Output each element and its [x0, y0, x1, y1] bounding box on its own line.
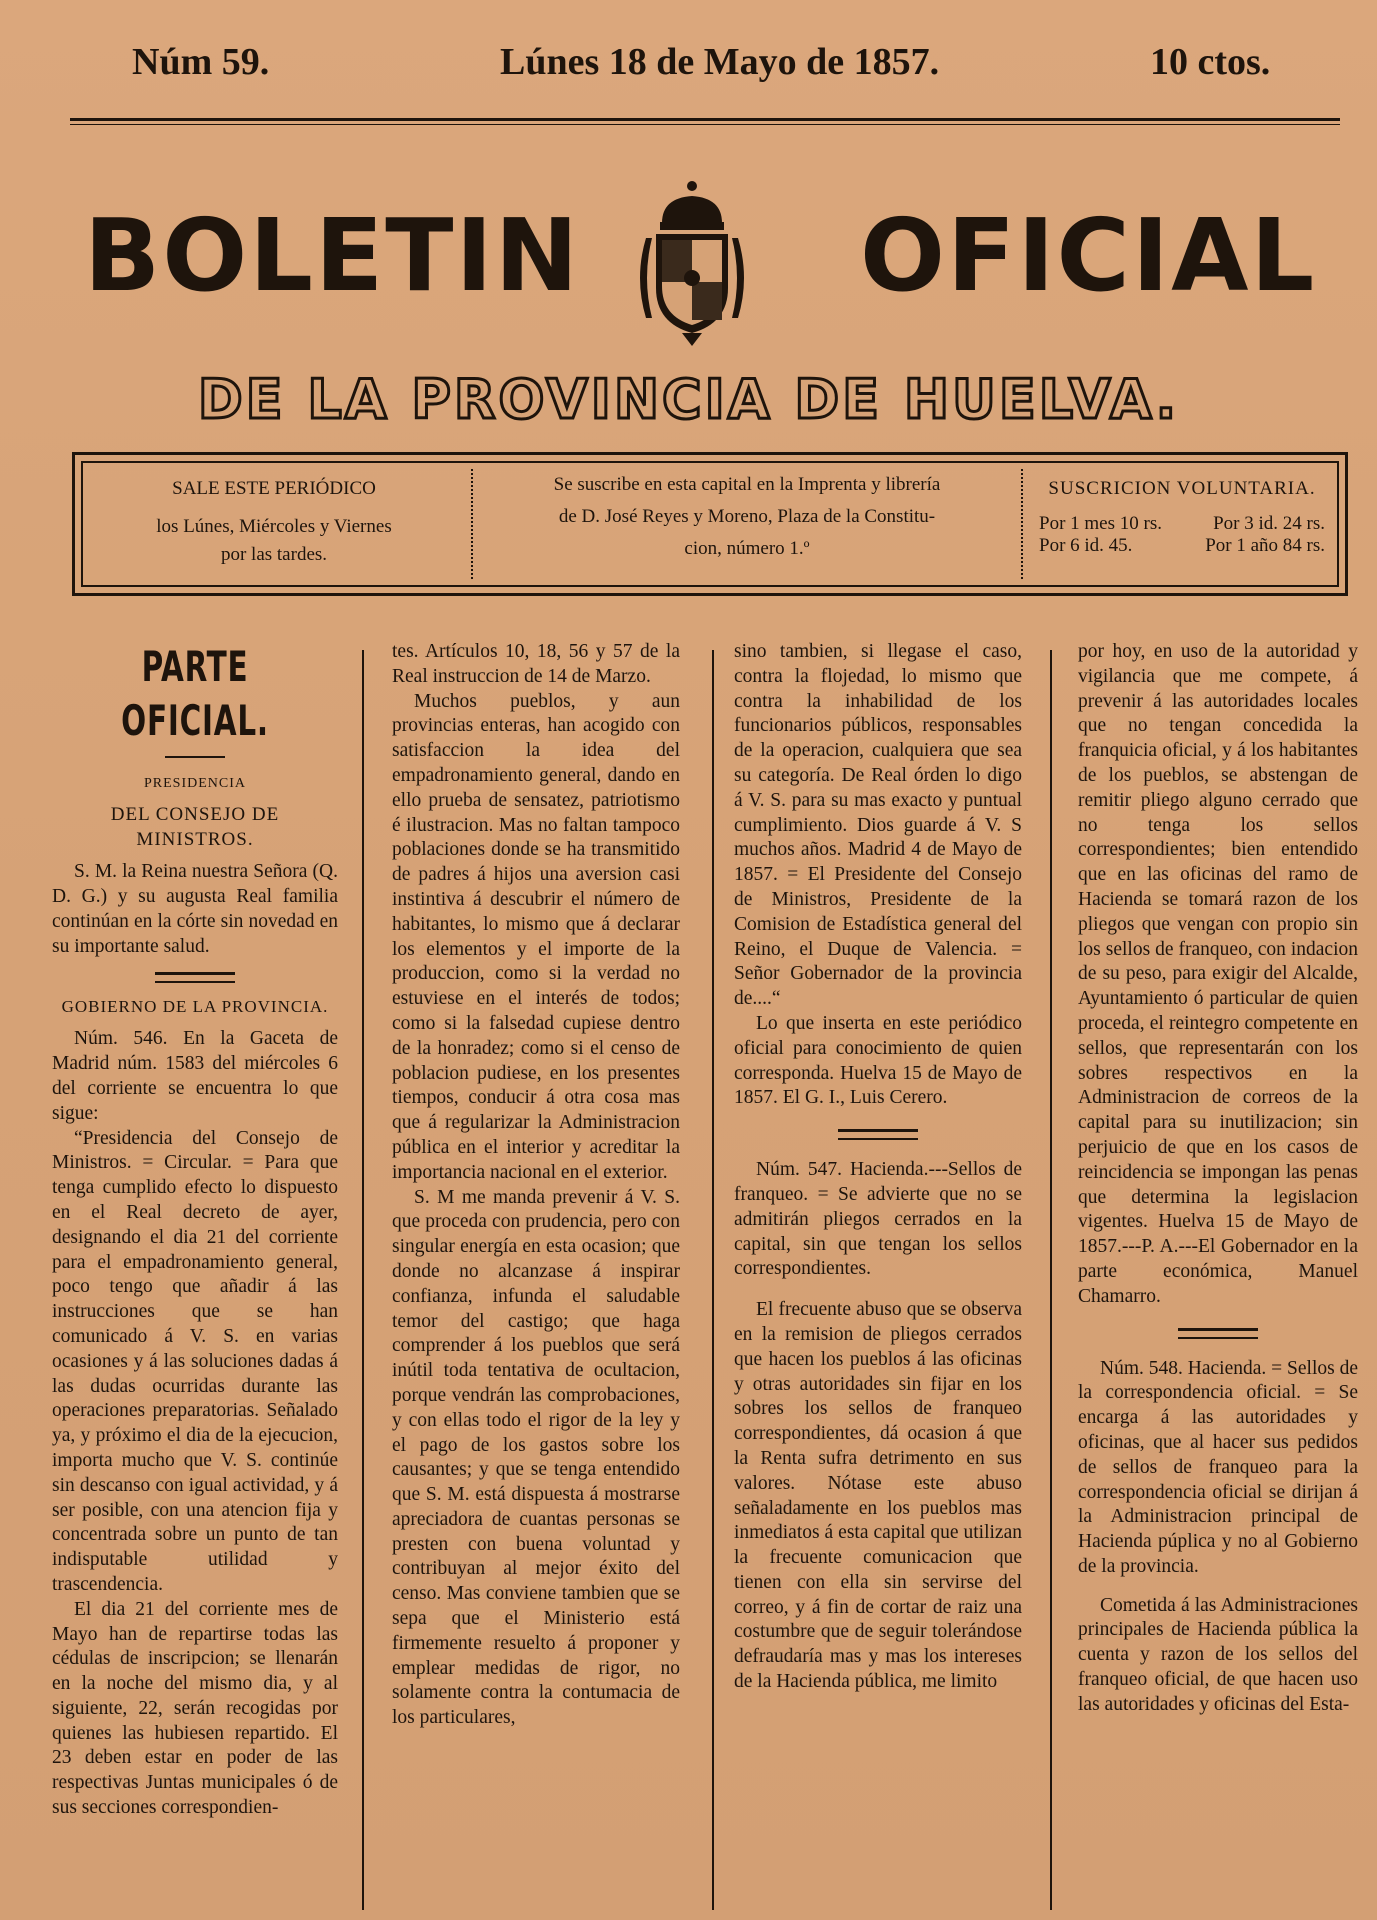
price-info [1027, 461, 1337, 587]
title-right: OFICIAL [860, 197, 1317, 314]
subscription-line-1: Se suscribe en esta capital en la Imprenta y librería [553, 474, 941, 495]
paragraph: por hoy, en uso de la autoridad y vigilancia que me compete, á prevenir á las autoridades locales que no tengan concedida la franquicia oficial, y á los habitantes de los pueblos, se abstengan de remitir pliego alguno cerrado que no tenga los sellos correspondientes; bien entendido que en las oficinas del ramo de Hacienda se tomará razon de los pliegos que vengan con propio sin los sellos de franqueo, con indacion de su peso, para exigir del Alcalde, Ayuntamiento ó particular de quien proceda, el reintegro competente en sellos, que representarán con los sobres respectivos en la Administracion de correos de la capital para su inutilizacion; sin perjuicio de que en los casos de reincidencia se impongan las penas que determina la legislacion vigentes. Huelva 15 de Mayo de 1857.---P. A.---El Gobernador en la parte económica, Manuel Chamarro. [1078, 641, 1358, 1307]
paragraph: sino tambien, si llegase el caso, contra la flojedad, lo mismo que contra la inhabilidad de los funcionarios públicos, responsables de la operacion, cualquiera que sea su categoría. De Real órden lo digo á V. S. para su mas exacto y puntual cumplimiento. Dios guarde á V. S muchos años. Madrid 4 de Mayo de 1857. = El Presidente del Consejo de Ministros, Presidente de la Comision de Estadística general del Reino, el Duque de Valencia. = Señor Gobernador de la provincia de....“ [734, 641, 1022, 1010]
paragraph: “Presidencia del Consejo de Ministros. = Circular. = Para que tenga cumplido efecto lo dispuesto en el Real decreto de ayer, designando el dia 21 del corriente para el empadronamiento general, poco tengo que añadir á las instrucciones que se han comunicado á V. S. en varias ocasiones y á las soluciones dadas á las dudas ocurridas durante las operaciones preparatorias. Señalado ya, y próximo el dia de la ejecucion, importa mucho que V. S. continúe sin descanso con igual actividad, y á ser posible, con una atencion fija y concentrada sobre un punto de tan indisputable utilidad y trascendencia. [52, 1127, 338, 1595]
price-1-month: Por 1 mes 10 rs. [1039, 513, 1162, 534]
ornament [165, 756, 225, 758]
paragraph: El frecuente abuso que se observa en la remision de pliegos cerrados que hacen los pueblos á las oficinas y otras autoridades sin fijar en los sobres los sellos de franqueo correspondientes, dá ocasion á que la Renta sufra detrimento en sus valores. Nótase este abuso señaladamente en los pueblos mas inmediatos á esta capital que utilizan la frecuente comunicacion que tienen con ella sin servirse del correo, y á fin de cortar de raiz una costumbre que de seguir tolerándose defraudaría mas y mas los intereses de la Hacienda pública, me limito [734, 1299, 1022, 1693]
info-box [72, 452, 1348, 596]
top-rule [70, 118, 1340, 121]
paragraph: S. M. la Reina nuestra Señora (Q. D. G.) y su augusta Real familia continúan en la córte sin novedad en su importante salud. [52, 861, 338, 957]
subscription-line-2: de D. José Reyes y Moreno, Plaza de la Constitu- [558, 506, 936, 527]
paragraph: Lo que inserta en este periódico oficial para conocimiento de quien corresponda. Huelva 15 de Mayo de 1857. El G. I., Luis Cerero. [734, 1012, 1022, 1109]
subscription-line-3: cion, número 1.º [684, 538, 810, 559]
price-heading: SUSCRICION VOLUNTARIA. [1048, 478, 1316, 499]
ornament [838, 1129, 918, 1140]
column-3 [734, 640, 1022, 1695]
paragraph: Núm. 547. Hacienda.---Sellos de franqueo. = Se advierte que no se admitirán pliegos cerrados en la capital, sin que tengan los sellos correspondientes. [734, 1159, 1022, 1280]
coat-of-arms-icon [632, 178, 752, 348]
publication-heading: SALE ESTE PERIÓDICO [172, 478, 376, 499]
ornament [1178, 1328, 1258, 1339]
column-separator [362, 650, 364, 1910]
column-separator [1050, 650, 1052, 1910]
price-1-year: Por 1 año 84 rs. [1205, 535, 1325, 556]
column-1 [52, 640, 338, 1821]
subtitle: DE LA PROVINCIA DE HUELVA. [197, 368, 1180, 431]
paragraph: Muchos pueblos, y aun provincias enteras, han acogido con satisfaccion la idea del empadronamiento general, dando en ello prueba de sensatez, patriotismo é ilustracion. Mas no faltan tampoco poblaciones donde se ha transmitido de padres á hijos una aversion casi instintiva á descubrir el número de habitantes, lo mismo que á declarar los elementos y el importe de la produccion, como si la verdad no estuviese en el interés de todos; como si la falsedad cupiese dentro de la honradez; como si el censo de poblacion pudiese, en los presentes tiempos, conducir á otra cosa mas que á regularizar la Administracion pública en el interior y acreditar la importancia nacional en el exterior. [392, 690, 680, 1183]
issue-date: Lúnes 18 de Mayo de 1857. [500, 41, 940, 83]
column-separator [712, 650, 714, 1910]
subscription-info [477, 461, 1017, 587]
column-2 [392, 640, 680, 1731]
title-row [0, 178, 1377, 338]
issue-number: Núm 59. [132, 41, 270, 83]
column-4 [1078, 640, 1358, 1718]
paragraph: tes. Artículos 10, 18, 56 y 57 de la Real instruccion de 14 de Marzo. [392, 641, 680, 687]
price-6-months: Por 6 id. 45. [1039, 535, 1133, 556]
ornament [155, 972, 235, 983]
publication-info [89, 461, 459, 587]
masthead [0, 40, 1377, 90]
paragraph: Núm. 546. En la Gaceta de Madrid núm. 1583 del miércoles 6 del corriente se encuentra lo que sigue: [52, 1028, 338, 1124]
gobierno-heading: GOBIERNO DE LA PROVINCIA. [61, 996, 329, 1016]
paragraph: Cometida á las Administraciones principales de Hacienda pública la cuenta y razon de los sellos del franqueo oficial, de que hacen uso las autoridades y oficinas del Esta- [1078, 1594, 1358, 1715]
paragraph: Núm. 548. Hacienda. = Sellos de la correspondencia oficial. = Se encarga á las autoridades y oficinas, que al hacer sus pedidos de sellos de franqueo para la correspondencia oficial se dirijan á la Administracion principal de Hacienda púplica y no al Gobierno de la provincia. [1078, 1357, 1358, 1577]
issue-price: 10 ctos. [1150, 41, 1271, 83]
title-left: BOLETIN [84, 197, 581, 314]
paragraph: El dia 21 del corriente mes de Mayo han de repartirse todas las cédulas de inscripcion; se llenarán en la noche del mismo dia, y al siguiente, 22, serán recogidas por quienes las hubiesen repartido. El 23 deben estar en poder de las respectivas Juntas municipales ó de sus secciones correspondien- [52, 1598, 338, 1819]
presidencia-heading: PRESIDENCIA [143, 776, 246, 791]
paragraph: S. M me manda prevenir á V. S. que proceda con prudencia, pero con singular energía en esta ocasion; que donde no alcanzase á inspirar confianza, infunda el saludable temor del castigo; que haga comprender á los pueblos que será inútil toda tentativa de ocultacion, porque vendrán las comprobaciones, y con ellas todo el rigor de la ley y el pago de los gastos sobre los causantes; y que se tenga entendido que S. M. está dispuesta á mostrarse apreciadora de cuantas personas se presten con buena voluntad y contribuyan al mejor éxito del censo. Mas conviene tambien que se sepa que el Ministerio está firmemente resuelto á proponer y emplear medidas de rigor, no solamente contra la contumacia de los particulares, [392, 1186, 680, 1729]
price-3-months: Por 3 id. 24 rs. [1213, 513, 1325, 534]
publication-days: los Lúnes, Miércoles y Viernes [156, 516, 392, 537]
consejo-heading: DEL CONSEJO DE MINISTROS. [110, 803, 280, 850]
section-heading: PARTE OFICIAL. [121, 642, 269, 745]
top-rule-thin [70, 124, 1340, 125]
publication-time: por las tardes. [220, 544, 328, 565]
